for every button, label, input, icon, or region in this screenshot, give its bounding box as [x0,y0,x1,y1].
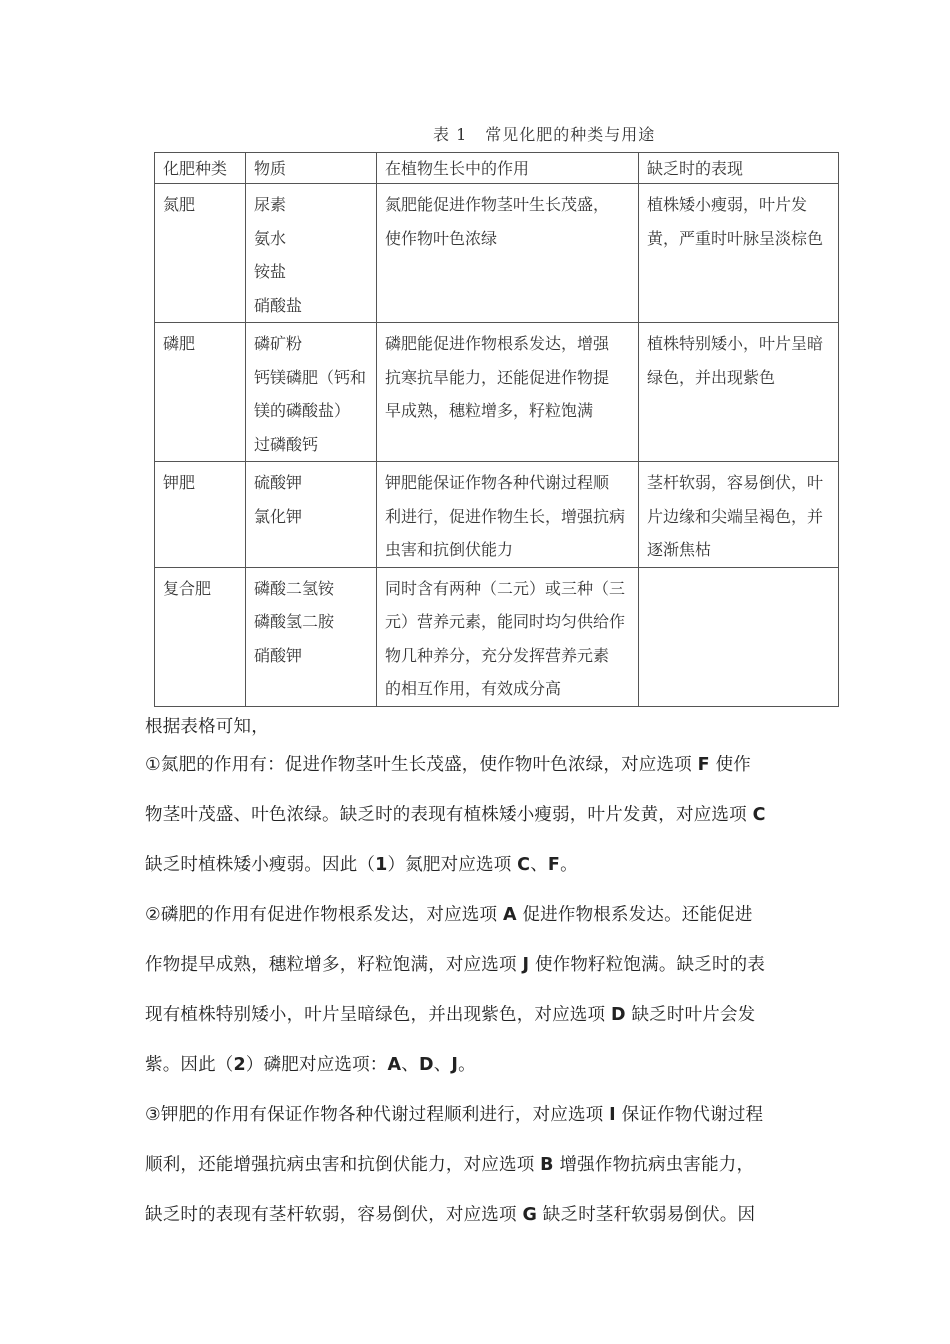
table-header-cell: 缺乏时的表现 [639,153,839,184]
deficiency-line: 植株矮小瘦弱，叶片发 [647,195,808,214]
effect-line: 氮肥能促进作物茎叶生长茂盛， [385,195,610,214]
effect-line: 物几种养分，充分发挥营养元素 [385,645,610,665]
table-row [155,323,839,462]
substance-line: 铵盐 [254,262,287,281]
deficiency-cell [639,462,839,568]
text-span: 缺乏时叶片会发 [625,1005,756,1025]
text-span: ）氮肥对应选项 [387,855,518,875]
deficiency-cell [639,323,839,462]
effect-line: 的相互作用，有效成分高 [385,679,562,698]
option-letter: A [502,905,517,925]
option-letter: B [540,1155,554,1175]
table-row [155,184,839,323]
effect-cell [377,323,639,462]
substance-line: 钙镁磷肥（钙和 [254,367,367,387]
text-span: 促进作物根系发达。还能促进 [516,905,753,925]
substance-line: 氯化钾 [254,506,303,526]
deficiency-line: 黄，严重时叶脉呈淡棕色 [647,228,824,248]
effect-line: 抗寒抗旱能力，还能促进作物提 [385,367,610,387]
table-header-row [155,153,839,184]
effect-cell [377,184,639,323]
question-number: 2 [233,1055,246,1075]
nitrogen-paragraph-line [145,801,766,826]
effect-line: 元）营养元素，能同时均匀供给作 [385,612,626,631]
substance-line: 镁的磷酸盐） [254,401,351,420]
deficiency-line: 茎杆软弱，容易倒伏，叶 [647,473,824,492]
deficiency-line: 片边缘和尖端呈褐色，并 [647,506,824,526]
effect-line: 使作物叶色浓绿 [385,228,498,248]
substance-cell [246,567,377,706]
table-caption-number: 表 1 [433,125,468,144]
text-span: 使作物籽粒饱满。缺乏时的表 [529,955,766,975]
phosphorus-paragraph-line [145,901,753,926]
option-letter: A [387,1055,402,1075]
substance-line: 过磷酸钙 [254,434,319,454]
substance-line: 硝酸钾 [254,645,303,665]
substance-line: 磷矿粉 [254,334,303,353]
option-letter: C [517,855,531,875]
option-letter: J [522,955,530,975]
deficiency-cell [639,184,839,323]
intro-line: 根据表格可知， [145,717,269,737]
nitrogen-paragraph-line [145,851,578,876]
text-span: 。 [560,855,578,875]
option-letter: F [547,855,561,875]
deficiency-line: 逐渐焦枯 [647,540,712,559]
question-number: 1 [375,855,388,875]
fertilizer-type-cell: 钾肥 [155,462,246,568]
substance-line: 硫酸钾 [254,473,303,492]
text-span: 现有植株特别矮小，叶片呈暗绿色，并出现紫色，对应选项 [145,1005,611,1025]
text-span: 缺乏时茎秆软弱易倒伏。因 [537,1205,756,1225]
option-letter: F [697,755,710,775]
option-letter: D [610,1005,626,1025]
nitrogen-paragraph-line [145,751,751,776]
deficiency-line: 植株特别矮小，叶片呈暗 [647,334,824,353]
text-span: 保证作物代谢过程 [615,1105,764,1125]
substance-line: 尿素 [254,195,287,214]
potassium-paragraph-line [145,1201,755,1226]
deficiency-line: 绿色，并出现紫色 [647,367,776,387]
text-span: 、 [433,1055,452,1075]
substance-line: 磷酸氢二胺 [254,612,335,631]
text-span: 、 [530,855,548,875]
option-letter: D [418,1055,434,1075]
text-span: ）磷肥对应选项： [245,1055,388,1075]
text-span: 增强作物抗病虫害能力， [553,1155,755,1175]
table-header-cell: 物质 [246,153,377,184]
substance-line: 磷酸二氢铵 [254,578,335,598]
fertilizer-table [154,152,839,707]
text-span: 顺利，还能增强抗病虫害和抗倒伏能力，对应选项 [145,1155,541,1175]
text-span: 紫。因此（ [145,1055,234,1075]
table-header-cell: 在植物生长中的作用 [377,153,639,184]
option-letter: G [522,1205,538,1225]
table-row [155,567,839,706]
effect-cell [377,567,639,706]
substance-cell [246,184,377,323]
text-span: ①氮肥的作用有：促进作物茎叶生长茂盛，使作物叶色浓绿，对应选项 [145,755,698,775]
text-span: 使作 [709,755,751,775]
text-span: ②磷肥的作用有促进作物根系发达，对应选项 [145,905,503,925]
text-span: 作物提早成熟，穗粒增多，籽粒饱满，对应选项 [145,955,523,975]
text-span: 缺乏时植株矮小瘦弱。因此（ [145,855,376,875]
deficiency-cell [639,567,839,706]
text-span: ③钾肥的作用有保证作物各种代谢过程顺利进行，对应选项 [145,1105,610,1125]
potassium-paragraph-line [145,1151,754,1176]
text-span: 、 [401,1055,419,1075]
fertilizer-type-cell: 复合肥 [155,567,246,706]
substance-line: 硝酸盐 [254,295,303,315]
effect-line: 同时含有两种（二元）或三种（三 [385,578,626,598]
phosphorus-paragraph-line [145,1001,755,1026]
effect-cell [377,462,639,568]
substance-cell [246,462,377,568]
effect-line: 早成熟，穗粒增多，籽粒饱满 [385,401,594,420]
effect-line: 虫害和抗倒伏能力 [385,540,514,559]
effect-line: 钾肥能保证作物各种代谢过程顺 [385,473,610,492]
table-caption-title: 常见化肥的种类与用途 [485,125,656,144]
text-span: 缺乏时的表现有茎杆软弱，容易倒伏，对应选项 [145,1205,523,1225]
option-letter: J [451,1055,459,1075]
text-span: 物茎叶茂盛、叶色浓绿。缺乏时的表现有植株矮小瘦弱，叶片发黄，对应选项 [145,805,753,825]
table-row [155,462,839,568]
table-header-cell: 化肥种类 [155,153,246,184]
option-letter: C [752,805,766,825]
table-caption [433,122,655,145]
effect-line: 磷肥能促进作物根系发达，增强 [385,334,610,353]
substance-cell [246,323,377,462]
fertilizer-type-cell: 氮肥 [155,184,246,323]
phosphorus-paragraph-line [145,951,765,976]
substance-line: 氨水 [254,228,287,248]
effect-line: 利进行，促进作物生长，增强抗病 [385,506,626,526]
potassium-paragraph-line [145,1101,763,1126]
option-letter: I [609,1105,616,1125]
phosphorus-paragraph-line [145,1051,476,1076]
fertilizer-type-cell: 磷肥 [155,323,246,462]
text-span: 。 [458,1055,476,1075]
